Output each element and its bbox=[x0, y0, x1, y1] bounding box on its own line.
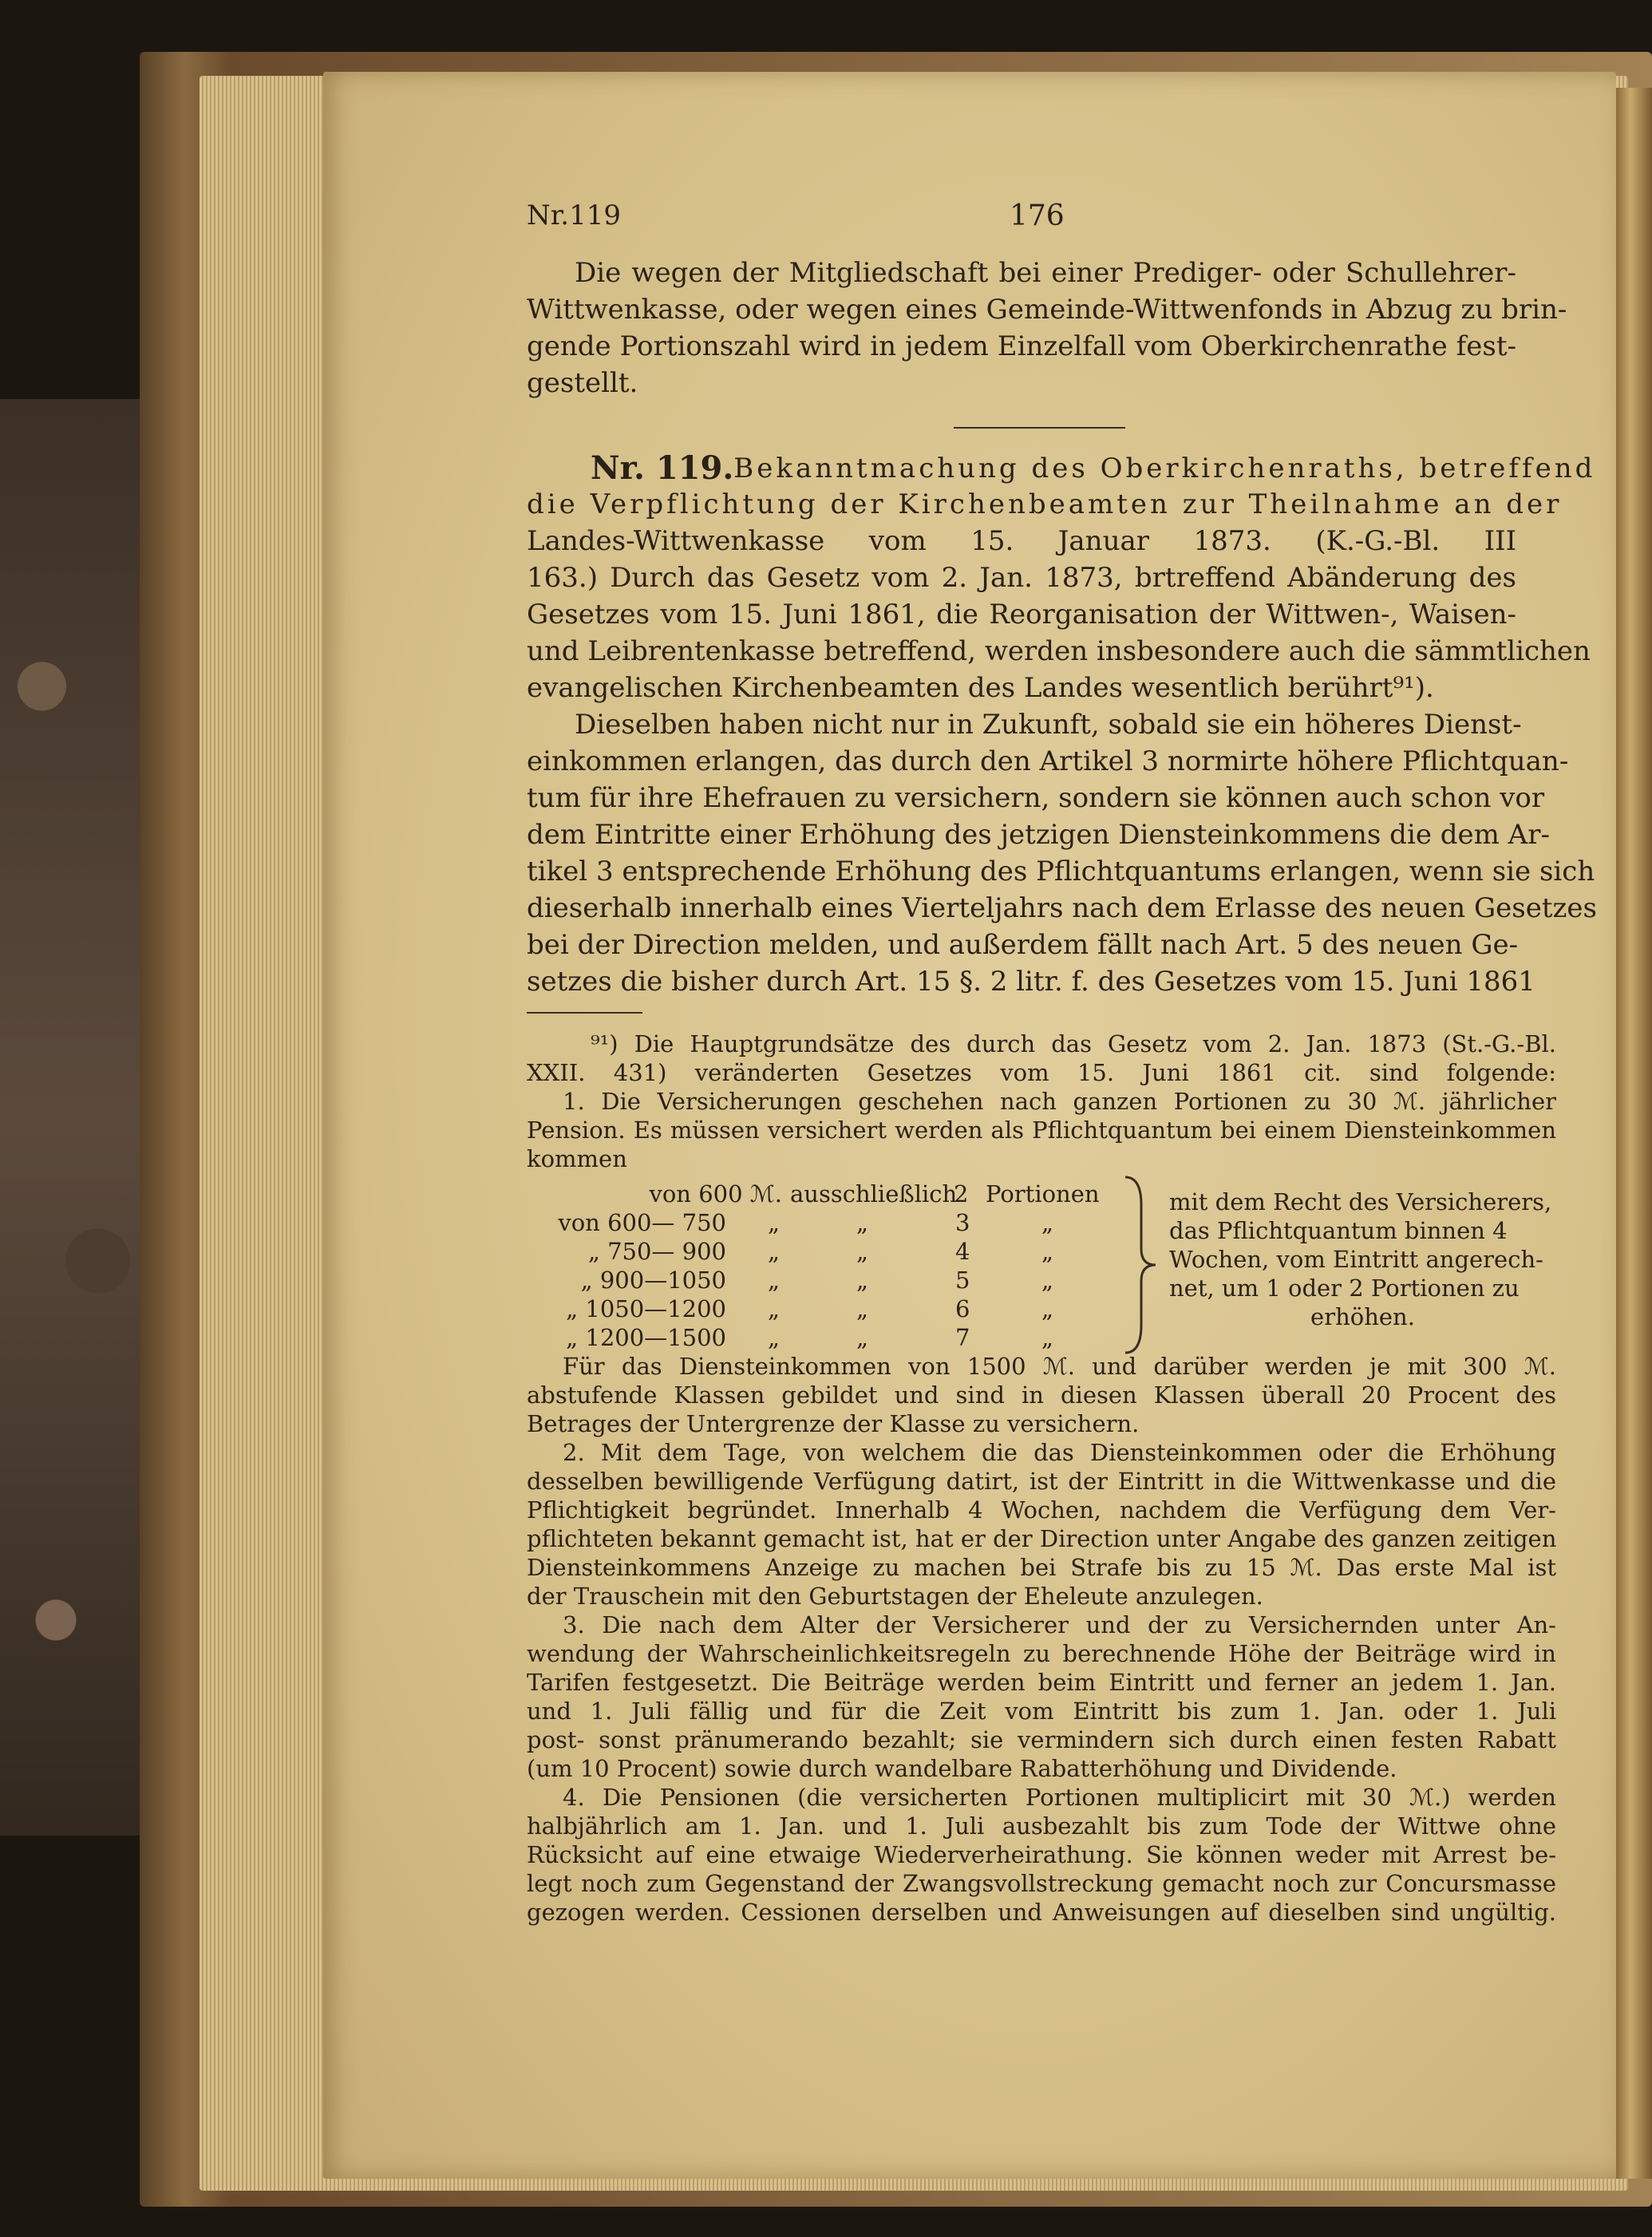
side-note-line-5: erhöhen. bbox=[1310, 1303, 1415, 1330]
table-mode: „ bbox=[768, 1267, 781, 1294]
table-portions: 6 bbox=[955, 1295, 970, 1322]
running-head-number: Nr.119 bbox=[527, 200, 621, 231]
table-unit: „ bbox=[1041, 1238, 1054, 1265]
table-mode: ausschließlich bbox=[790, 1180, 958, 1207]
table-range: „ 750— 900 bbox=[587, 1238, 726, 1265]
footnote-body-4: 2. Mit dem Tage, von welchem die das Diensteinkommen oder die Erhöhung bbox=[563, 1439, 1556, 1466]
page-number: 176 bbox=[1010, 200, 1065, 232]
section-line-2: Landes-Wittwenkasse vom 15. Januar 1873. (K.-G.-Bl. III bbox=[527, 525, 1516, 557]
section-line-10: dem Eintritte einer Erhöhung des jetzigen Diensteinkommens die dem Ar- bbox=[527, 819, 1550, 851]
table-unit: Portionen bbox=[986, 1180, 1100, 1207]
section-divider bbox=[954, 427, 1125, 429]
intro-line-1: Die wegen der Mitgliedschaft bei einer Prediger- oder Schullehrer- bbox=[575, 257, 1516, 289]
footnote-line-4: Pension. Es müssen versichert werden als Pflichtquantum bei einem Diensteinkommen bbox=[527, 1117, 1556, 1144]
section-line-7: Dieselben haben nicht nur in Zukunft, sobald sie ein höheres Dienst- bbox=[575, 709, 1522, 741]
table-portions: 5 bbox=[955, 1267, 970, 1294]
footnote-body-7: pflichteten bekannt gemacht ist, hat er der Direction unter Angabe des ganzen zeitigen bbox=[527, 1525, 1557, 1552]
section-line-13: bei der Direction melden, und außerdem fällt nach Art. 5 des neuen Ge- bbox=[527, 929, 1519, 961]
table-range: „ 1200—1500 bbox=[566, 1324, 726, 1351]
footnote-body-1: Für das Diensteinkommen von 1500 ℳ. und darüber werden je mit 300 ℳ. bbox=[563, 1353, 1556, 1380]
table-ditto: „ bbox=[856, 1209, 869, 1236]
footnote-body-6: Pflichtigkeit begründet. Innerhalb 4 Wochen, nachdem die Verfügung dem Ver- bbox=[527, 1496, 1556, 1524]
section-line-6: evangelischen Kirchenbeamten des Landes wesentlich berührt⁹¹). bbox=[527, 672, 1434, 704]
side-note-line-4: net, um 1 oder 2 Portionen zu bbox=[1169, 1275, 1520, 1302]
section-line-1: die Verpflichtung der Kirchenbeamten zur Theilnahme an der bbox=[527, 488, 1563, 520]
table-portions: 4 bbox=[955, 1238, 970, 1265]
section-line-12: dieserhalb innerhalb eines Vierteljahrs nach dem Erlasse des neuen Gesetzes bbox=[527, 892, 1597, 924]
footnote-body-2: abstufende Klassen gebildet und sind in diesen Klassen überall 20 Procent des bbox=[527, 1381, 1556, 1409]
footnote-body-12: Tarifen festgesetzt. Die Beiträge werden beim Eintritt und ferner an jedem 1. Jan. bbox=[527, 1669, 1556, 1696]
footnote-body-20: gezogen werden. Cessionen derselben und Anweisungen auf dieselben sind ungültig. bbox=[527, 1899, 1556, 1926]
table-ditto: „ bbox=[856, 1267, 869, 1294]
table-unit: „ bbox=[1041, 1209, 1054, 1236]
side-note-line-3: Wochen, vom Eintritt angerech- bbox=[1169, 1246, 1543, 1273]
table-mode: „ bbox=[768, 1324, 781, 1351]
footnote-body-9: der Trauschein mit den Geburtstagen der Eheleute anzulegen. bbox=[527, 1583, 1263, 1610]
footnote-body-11: wendung der Wahrscheinlichkeitsregeln zu berechnende Höhe der Beiträge wird in bbox=[527, 1640, 1556, 1667]
table-range: „ 1050—1200 bbox=[566, 1295, 726, 1322]
book-right-edge bbox=[1616, 88, 1652, 2179]
section-line-5: und Leibrentenkasse betreffend, werden insbesondere auch die sämmtlichen bbox=[527, 635, 1591, 667]
table-mode: „ bbox=[768, 1295, 781, 1322]
curly-brace bbox=[1117, 1173, 1165, 1357]
footnote-body-8: Diensteinkommens Anzeige zu machen bei Strafe bis zu 15 ℳ. Das erste Mal ist bbox=[527, 1554, 1556, 1581]
footnote-divider bbox=[527, 1012, 642, 1014]
intro-line-2: Wittwenkasse, oder wegen eines Gemeinde-Wittwenfonds in Abzug zu brin- bbox=[527, 294, 1567, 326]
section-line-14: setzes die bisher durch Art. 15 §. 2 litr. f. des Gesetzes vom 15. Juni 1861 bbox=[527, 966, 1535, 998]
table-range: von 600— 750 bbox=[558, 1209, 726, 1236]
footnote-body-18: Rücksicht auf eine etwaige Wiederverheirathung. Sie können weder mit Arrest be- bbox=[527, 1841, 1556, 1868]
section-line-3: 163.) Durch das Gesetz vom 2. Jan. 1873, brtreffend Abänderung des bbox=[527, 562, 1516, 594]
table-ditto: „ bbox=[856, 1324, 869, 1351]
table-range: von 600 ℳ. bbox=[649, 1180, 782, 1207]
footnote-body-5: desselben bewilligende Verfügung datirt, ist der Eintritt in die Wittwenkasse und die bbox=[527, 1468, 1556, 1495]
footnote-line-2: XXII. 431) veränderten Gesetzes vom 15. Juni 1861 cit. sind folgende: bbox=[527, 1059, 1556, 1086]
footnote-body-14: post- sonst pränumerando bezahlt; sie vermindern sich durch einen festen Rabatt bbox=[527, 1726, 1556, 1753]
table-ditto: „ bbox=[856, 1238, 869, 1265]
footnote-body-17: halbjährlich am 1. Jan. und 1. Juli ausbezahlt bis zum Tode der Wittwe ohne bbox=[527, 1812, 1556, 1840]
footnote-line-5: kommen bbox=[527, 1145, 627, 1172]
table-mode: „ bbox=[768, 1238, 781, 1265]
table-mode: „ bbox=[768, 1209, 781, 1236]
table-ditto: „ bbox=[856, 1295, 869, 1322]
side-note-line-1: mit dem Recht des Versicherers, bbox=[1169, 1188, 1552, 1215]
table-unit: „ bbox=[1041, 1295, 1054, 1322]
section-line-9: tum für ihre Ehefrauen zu versichern, sondern sie können auch schon vor bbox=[527, 782, 1545, 814]
intro-line-3: gende Portionszahl wird in jedem Einzelfall vom Oberkirchenrathe fest- bbox=[527, 330, 1516, 362]
intro-line-4: gestellt. bbox=[527, 367, 638, 399]
marbled-cover-edge bbox=[0, 399, 140, 1836]
section-number: Nr. 119. bbox=[591, 449, 734, 487]
table-portions: 7 bbox=[955, 1324, 970, 1351]
footnote-body-10: 3. Die nach dem Alter der Versicherer und der zu Versichernden unter An- bbox=[563, 1611, 1556, 1638]
table-portions: 3 bbox=[955, 1209, 970, 1236]
table-portions: 2 bbox=[954, 1180, 969, 1207]
section-title-start: Bekanntmachung des Oberkirchenraths, betreffend bbox=[733, 453, 1596, 484]
section-line-4: Gesetzes vom 15. Juni 1861, die Reorganisation der Wittwen-, Waisen- bbox=[527, 599, 1516, 630]
section-line-11: tikel 3 entsprechende Erhöhung des Pflichtquantums erlangen, wenn sie sich bbox=[527, 856, 1595, 887]
section-line-8: einkommen erlangen, das durch den Artikel 3 normirte höhere Pflichtquan- bbox=[527, 745, 1569, 777]
table-unit: „ bbox=[1041, 1324, 1054, 1351]
table-range: „ 900—1050 bbox=[580, 1267, 726, 1294]
footnote-body-13: und 1. Juli fällig und für die Zeit vom Eintritt bis zum 1. Jan. oder 1. Juli bbox=[527, 1698, 1556, 1725]
table-unit: „ bbox=[1041, 1267, 1054, 1294]
footnote-body-15: (um 10 Procent) sowie durch wandelbare Rabatterhöhung und Dividende. bbox=[527, 1755, 1397, 1782]
footnote-body-3: Betrages der Untergrenze der Klasse zu versichern. bbox=[527, 1410, 1140, 1437]
footnote-body-19: legt noch zum Gegenstand der Zwangsvollstreckung gemacht noch zur Concursmasse bbox=[527, 1870, 1556, 1897]
footnote-line-3: 1. Die Versicherungen geschehen nach ganzen Portionen zu 30 ℳ. jährlicher bbox=[563, 1088, 1556, 1115]
section-heading-line bbox=[527, 449, 1596, 487]
footnote-body-16: 4. Die Pensionen (die versicherten Portionen multiplicirt mit 30 ℳ.) werden bbox=[563, 1784, 1556, 1811]
side-note-line-2: das Pflichtquantum binnen 4 bbox=[1169, 1217, 1508, 1244]
footnote-line-1: ⁹¹) Die Hauptgrundsätze des durch das Gesetz vom 2. Jan. 1873 (St.-G.-Bl. bbox=[591, 1030, 1556, 1057]
